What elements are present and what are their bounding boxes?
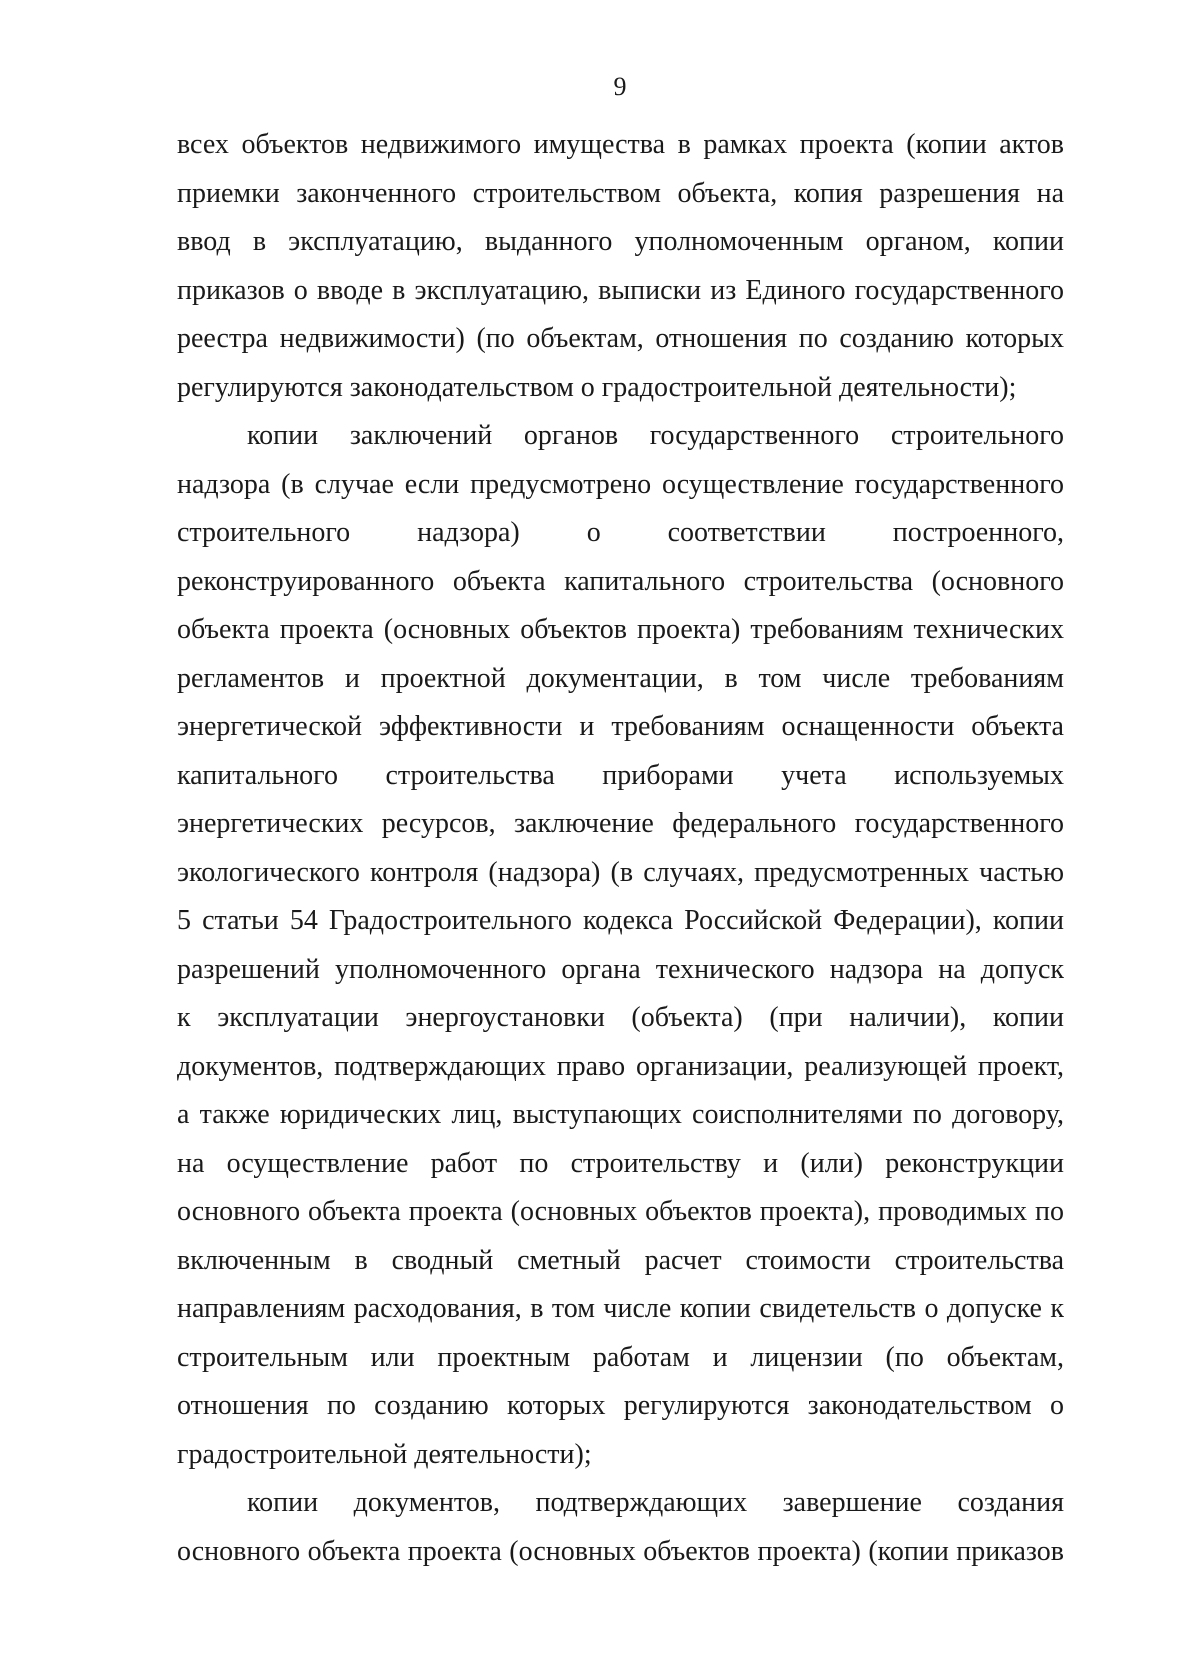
text-line: строительного надзора) о соответствии построенного,: [177, 517, 1064, 548]
page-number: 9: [613, 72, 627, 101]
text-line: на осуществление работ по строительству и (или) реконструкции: [177, 1147, 1064, 1179]
text-line: градостроительной деятельности);: [177, 1438, 592, 1470]
text-line: энергетических ресурсов, заключение федерального государственного: [177, 808, 1064, 839]
text-line: надзора (в случае если предусмотрено осуществление государственного: [177, 468, 1064, 500]
text-line: а также юридических лиц, выступающих соисполнителями по договору,: [177, 1099, 1064, 1130]
text-line: энергетической эффективности и требованиям оснащенности объекта: [177, 711, 1064, 742]
text-line: капитального строительства приборами учета используемых: [177, 759, 1064, 791]
text-line: объекта проекта (основных объектов проекта) требованиям технических: [177, 614, 1064, 645]
text-line: документов, подтверждающих право организации, реализующей проект,: [177, 1050, 1064, 1082]
text-line: экологического контроля (надзора) (в случаях, предусмотренных частью: [177, 856, 1064, 888]
text-line: приемки законченного строительством объекта, копия разрешения на: [177, 177, 1064, 209]
text-line: реконструированного объекта капитального строительства (основного: [177, 565, 1064, 597]
text-line: строительным или проектным работам и лицензии (по объектам,: [177, 1341, 1064, 1373]
text-line: всех объектов недвижимого имущества в рамках проекта (копии актов: [177, 129, 1064, 160]
text-line: основного объекта проекта (основных объектов проекта), проводимых по: [177, 1196, 1064, 1227]
text-line: регулируются законодательством о градостроительной деятельности);: [177, 371, 1017, 403]
document-body: [177, 121, 1064, 1576]
paragraph-3: [177, 1479, 1064, 1576]
text-line: основного объекта проекта (основных объектов проекта) (копии приказов: [177, 1535, 1064, 1567]
text-line: ввод в эксплуатацию, выданного уполномоченным органом, копии: [177, 226, 1064, 257]
text-line: реестра недвижимости) (по объектам, отношения по созданию которых: [177, 323, 1064, 354]
paragraph-1: [177, 121, 1064, 412]
text-line: включенным в сводный сметный расчет стоимости строительства: [177, 1244, 1064, 1276]
text-line: регламентов и проектной документации, в том числе требованиям: [177, 662, 1064, 694]
text-line: копии документов, подтверждающих завершение создания: [247, 1487, 1064, 1518]
text-line: 5 статьи 54 Градостроительного кодекса Российской Федерации), копии: [177, 905, 1064, 936]
text-line: приказов о вводе в эксплуатацию, выписки из Единого государственного: [177, 274, 1064, 306]
text-line: к эксплуатации энергоустановки (объекта) (при наличии), копии: [177, 1002, 1064, 1033]
text-line: отношения по созданию которых регулируются законодательством о: [177, 1390, 1064, 1421]
paragraph-2: [177, 412, 1064, 1479]
text-line: копии заключений органов государственного строительного: [247, 420, 1064, 451]
text-line: направлениям расходования, в том числе копии свидетельств о допуске к: [177, 1293, 1064, 1324]
text-line: разрешений уполномоченного органа технического надзора на допуск: [177, 953, 1064, 985]
